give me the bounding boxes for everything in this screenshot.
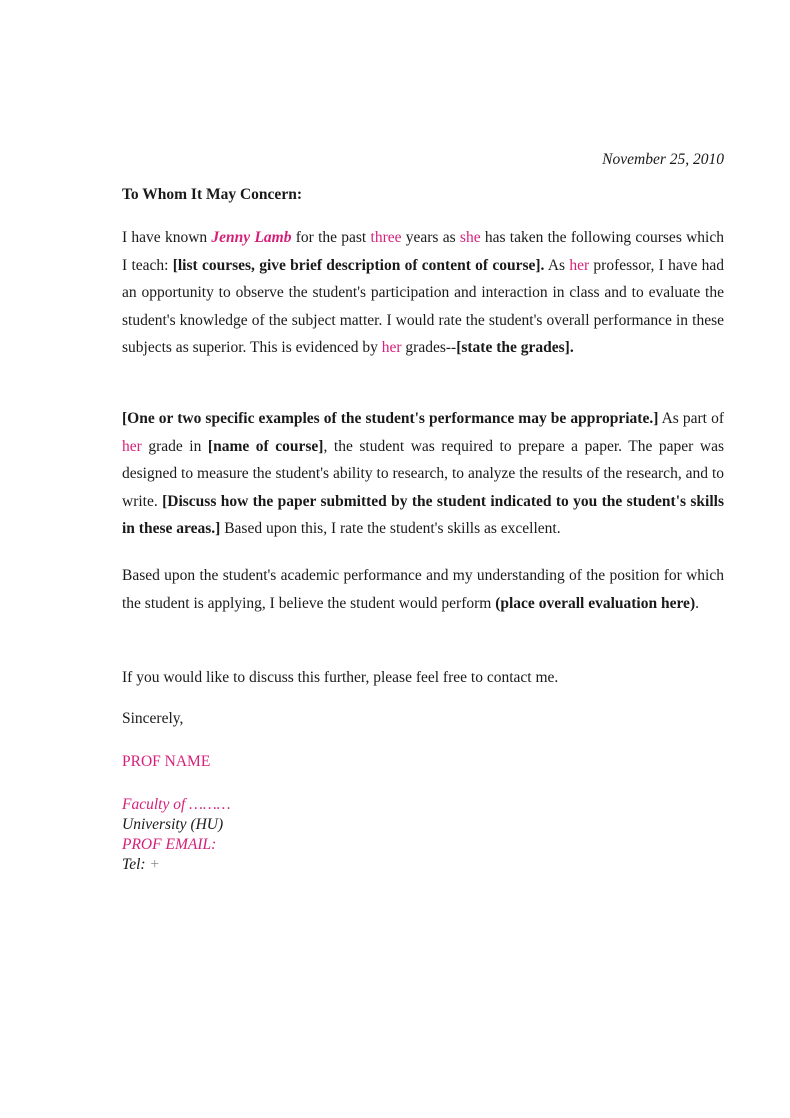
grades-placeholder: [state the grades].	[456, 339, 574, 356]
paragraph-evaluation	[122, 562, 724, 617]
prof-name: PROF NAME	[122, 753, 211, 770]
paragraph-examples	[122, 405, 724, 543]
p1-text-2: for the past	[291, 229, 371, 246]
p1-text-4: has taken the following courses which I teach:	[122, 229, 724, 274]
examples-placeholder: [One or two specific examples of the student's performance may be appropriate.]	[122, 410, 659, 427]
email-line: PROF EMAIL:	[122, 836, 217, 853]
closing: Sincerely,	[122, 710, 184, 727]
faculty-line	[122, 795, 231, 815]
paragraph-contact: If you would like to discuss this further, please feel free to contact me.	[122, 669, 559, 686]
pronoun-her: her	[569, 256, 590, 274]
salutation: To Whom It May Concern:	[122, 186, 302, 203]
p1-text-3: years as	[401, 229, 460, 246]
student-name: Jenny Lamb	[211, 229, 292, 246]
signature-block	[122, 795, 231, 875]
faculty-dots: ………	[189, 796, 231, 813]
paper-discussion-placeholder: [Discuss how the paper submitted by the student indicated to you the student's skills in these areas.]	[122, 492, 724, 537]
p2-text-3: , the student was required to prepare a paper. The paper was designed to measure the student's ability to research, to analyze the results of the research, and to write.	[122, 437, 724, 510]
p1-text-7: grades--	[401, 339, 457, 356]
pronoun-her: her	[122, 437, 142, 455]
paragraph-introduction	[122, 224, 724, 362]
evaluation-placeholder: (place overall evaluation here)	[495, 594, 696, 612]
p2-text-2: grade in	[141, 437, 208, 455]
p2-text-4: Based upon this, I rate the student's skills as excellent.	[220, 520, 561, 537]
tel-label: Tel:	[122, 856, 146, 873]
p2-text-1: As part of	[658, 410, 724, 427]
p3-text-2: .	[695, 594, 699, 612]
tel-line	[122, 855, 231, 875]
courses-placeholder: [list courses, give brief description of content of course].	[172, 256, 545, 274]
tel-value: +	[149, 856, 160, 873]
years-known: three	[370, 229, 402, 246]
university-line: University (HU)	[122, 816, 224, 833]
pronoun-her: her	[381, 339, 402, 356]
faculty-label: Faculty of	[122, 796, 186, 813]
p3-text-1: Based upon the student's academic performance and my understanding of the position for which the student is applying, I believe the student would perform	[122, 567, 724, 612]
p1-text-5: As	[544, 256, 570, 274]
course-name-placeholder: [name of course]	[207, 437, 324, 455]
p1-text-1: I have known	[122, 229, 212, 246]
p1-text-6: professor, I have had an opportunity to observe the student's participation and interaction in class and to evaluate the student's knowledge of the subject matter. I would rate the student's overall performance in these subjects as superior. This is evidenced by	[122, 256, 724, 356]
letter-date: November 25, 2010	[602, 151, 724, 168]
pronoun-she: she	[459, 229, 481, 246]
